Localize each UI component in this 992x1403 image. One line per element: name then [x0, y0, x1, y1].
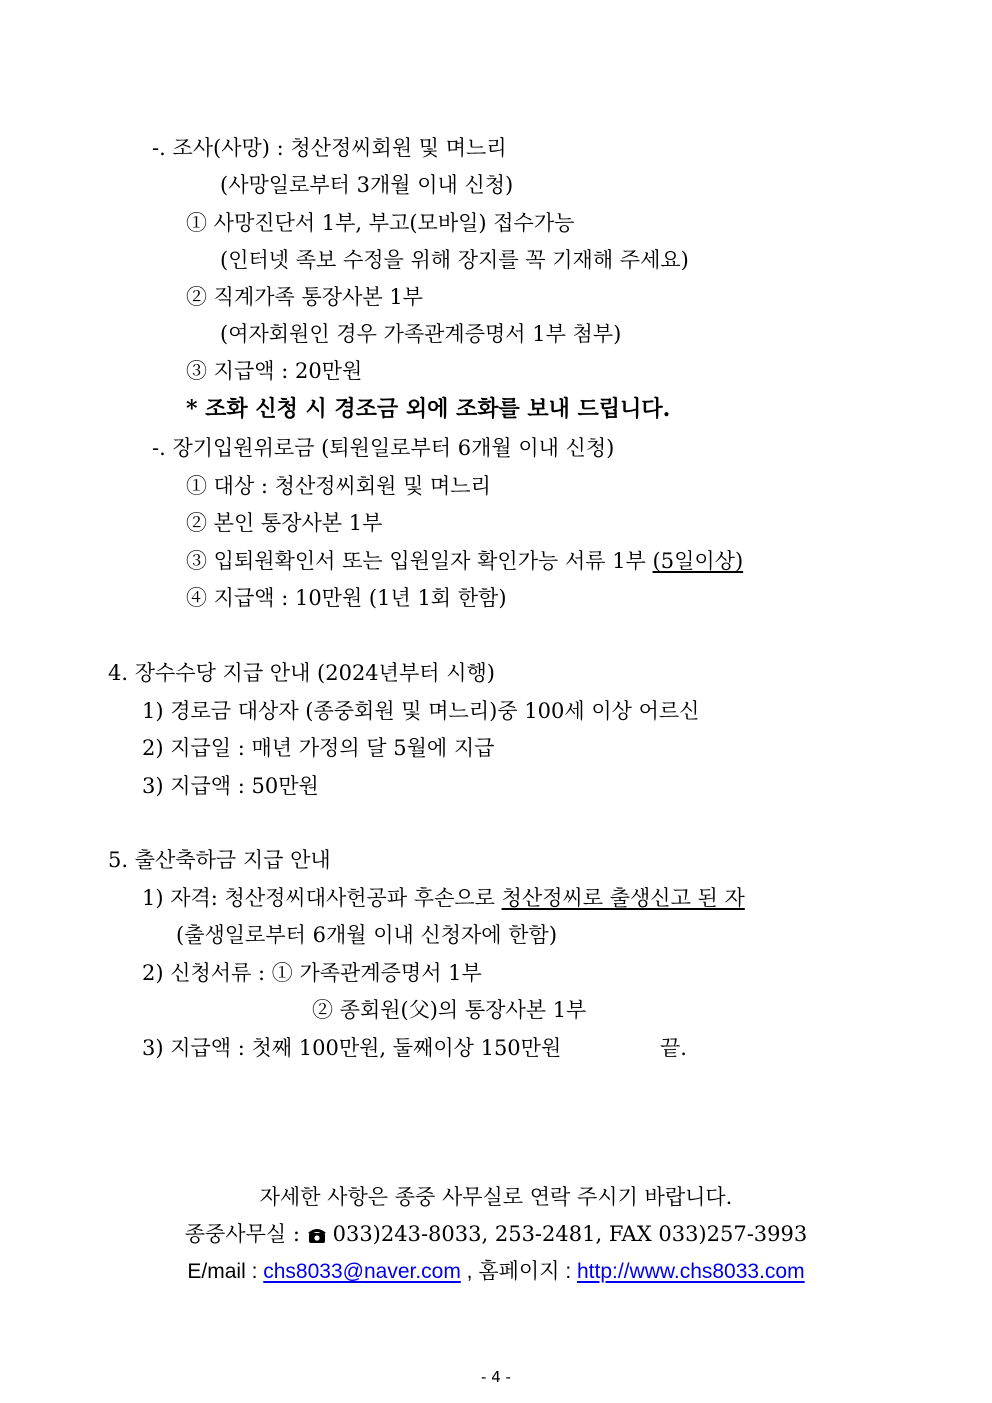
- hospital-item-3: [186, 547, 743, 575]
- email-link[interactable]: chs8033@naver.com: [263, 1260, 461, 1283]
- homepage-label: , 홈페이지 :: [460, 1260, 577, 1283]
- condolence-item-2: ② 직계가족 통장사본 1부: [186, 285, 423, 309]
- telephone-icon: [307, 1223, 327, 1251]
- birth-item-1-note: (출생일로부터 6개월 이내 신청자에 한함): [176, 923, 558, 947]
- birth-item-1-text: 1) 자격: 청산정씨대사헌공파 후손으로: [142, 886, 502, 910]
- longevity-item-3: 3) 지급액 : 50만원: [142, 774, 319, 798]
- wreath-note: * 조화 신청 시 경조금 외에 조화를 보내 드립니다.: [186, 396, 671, 422]
- email-label: E/mail :: [187, 1260, 264, 1283]
- birth-item-2: 2) 신청서류 : ① 가족관계증명서 1부: [142, 961, 482, 985]
- condolence-heading: -. 조사(사망) : 청산정씨회원 및 며느리: [152, 136, 507, 160]
- condolence-item-2-note: (여자회원인 경우 가족관계증명서 1부 첨부): [220, 322, 622, 346]
- condolence-item-1-note: (인터넷 족보 수정을 위해 장지를 꼭 기재해 주세요): [220, 248, 689, 272]
- condolence-note: (사망일로부터 3개월 이내 신청): [220, 173, 514, 197]
- contact-line: 자세한 사항은 종중 사무실로 연락 주시기 바랍니다.: [259, 1185, 733, 1209]
- longevity-heading: 4. 장수수당 지급 안내 (2024년부터 시행): [108, 661, 495, 685]
- hospital-item-4: ④ 지급액 : 10만원 (1년 1회 한함): [186, 586, 507, 610]
- office-phones: 033)243-8033, 253-2481, FAX 033)257-3993: [332, 1222, 808, 1246]
- birth-item-3: 3) 지급액 : 첫째 100만원, 둘째이상 150만원: [142, 1036, 562, 1060]
- office-phone-line: [0, 1220, 992, 1248]
- hospital-item-3-underline: (5일이상): [652, 549, 744, 573]
- hospital-item-3-text: ③ 입퇴원확인서 또는 입원일자 확인가능 서류 1부: [186, 549, 653, 573]
- office-label: 종중사무실 :: [184, 1222, 307, 1246]
- email-homepage-line: [0, 1258, 992, 1286]
- hospital-item-1: ① 대상 : 청산정씨회원 및 며느리: [186, 474, 491, 498]
- page-number: - 4 -: [481, 1368, 511, 1386]
- longevity-item-1: 1) 경로금 대상자 (종중회원 및 며느리)중 100세 이상 어르신: [142, 699, 700, 723]
- condolence-item-3: ③ 지급액 : 20만원: [186, 359, 363, 383]
- birth-item-1: [142, 884, 745, 912]
- end-mark: 끝.: [660, 1036, 687, 1060]
- longevity-item-2: 2) 지급일 : 매년 가정의 달 5월에 지급: [142, 736, 495, 760]
- birth-heading: 5. 출산축하금 지급 안내: [108, 848, 331, 872]
- condolence-item-1: ① 사망진단서 1부, 부고(모바일) 접수가능: [186, 211, 575, 235]
- hospital-heading: -. 장기입원위로금 (퇴원일로부터 6개월 이내 신청): [152, 436, 615, 460]
- hospital-item-2: ② 본인 통장사본 1부: [186, 511, 383, 535]
- birth-item-2-second: ② 종회원(父)의 통장사본 1부: [312, 998, 587, 1022]
- homepage-link[interactable]: http://www.chs8033.com: [577, 1260, 805, 1283]
- birth-item-1-underline: 청산정씨로 출생신고 된 자: [501, 886, 745, 910]
